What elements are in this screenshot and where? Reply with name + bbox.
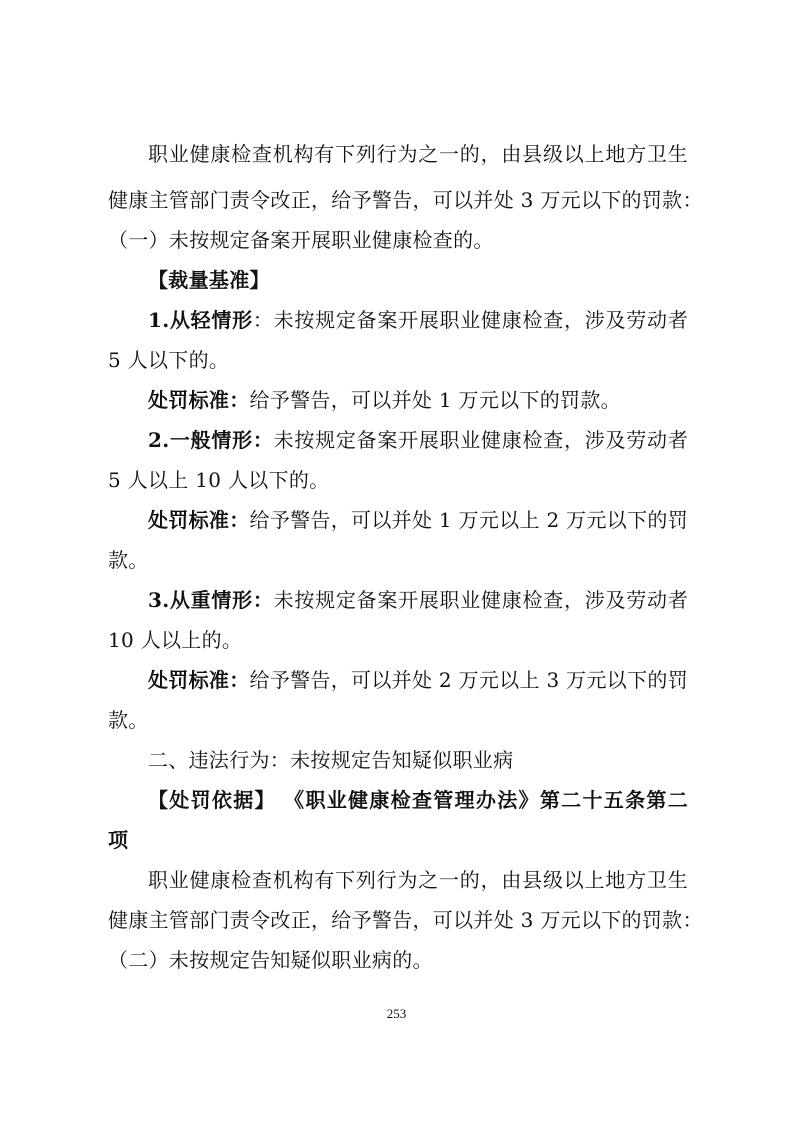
page-number: 253: [386, 1006, 407, 1021]
paragraph-line: [108, 506, 688, 534]
clause-label: 处罚标准：: [148, 508, 250, 532]
clause-label: 处罚标准：: [148, 668, 250, 692]
clause-label: 1.从轻情形: [148, 308, 253, 332]
clause-label: 3.从重情形：: [148, 588, 274, 612]
clause-label: 处罚标准：: [148, 388, 250, 412]
paragraph-line: [108, 306, 688, 334]
paragraph-line: 健康主管部门责令改正，给予警告，可以并处 3 万元以下的罚款：: [108, 188, 703, 212]
paragraph-line: [108, 426, 688, 454]
paragraph-line: [108, 666, 688, 694]
clause-text: ：未按规定备案开展职业健康检查，涉及劳动者: [252, 308, 688, 332]
paragraph-line: 款。: [108, 708, 149, 732]
clause-text: 给予警告，可以并处 1 万元以上 2 万元以下的罚: [249, 508, 688, 532]
paragraph-line: 5 人以下的。: [108, 348, 230, 372]
clause-label: 2.一般情形：: [148, 428, 274, 452]
clause-text: 未按规定备案开展职业健康检查，涉及劳动者: [273, 428, 688, 452]
paragraph-line: 10 人以上的。: [108, 628, 243, 652]
paragraph-line: 5 人以上 10 人以下的。: [108, 468, 330, 492]
paragraph-line: （一）未按规定备案开展职业健康检查的。: [108, 228, 494, 252]
paragraph-line: 二、违法行为：未按规定告知疑似职业病: [148, 748, 514, 772]
paragraph-line: 职业健康检查机构有下列行为之一的，由县级以上地方卫生: [148, 868, 688, 892]
section-heading: 【处罚依据】 《职业健康检查管理办法》第二十五条第二: [148, 788, 688, 812]
clause-text: 给予警告，可以并处 1 万元以下的罚款。: [249, 388, 621, 412]
paragraph-line: 款。: [108, 548, 149, 572]
paragraph-line: [108, 586, 688, 614]
paragraph-line: [108, 386, 688, 414]
section-heading: 【裁量基准】: [148, 268, 270, 292]
clause-text: 未按规定备案开展职业健康检查，涉及劳动者: [273, 588, 688, 612]
section-heading: 项: [108, 828, 129, 852]
paragraph-line: 职业健康检查机构有下列行为之一的，由县级以上地方卫生: [148, 142, 688, 166]
paragraph-line: （二）未按规定告知疑似职业病的。: [108, 948, 433, 972]
clause-text: 给予警告，可以并处 2 万元以上 3 万元以下的罚: [249, 668, 688, 692]
paragraph-line: 健康主管部门责令改正，给予警告，可以并处 3 万元以下的罚款：: [108, 908, 703, 932]
